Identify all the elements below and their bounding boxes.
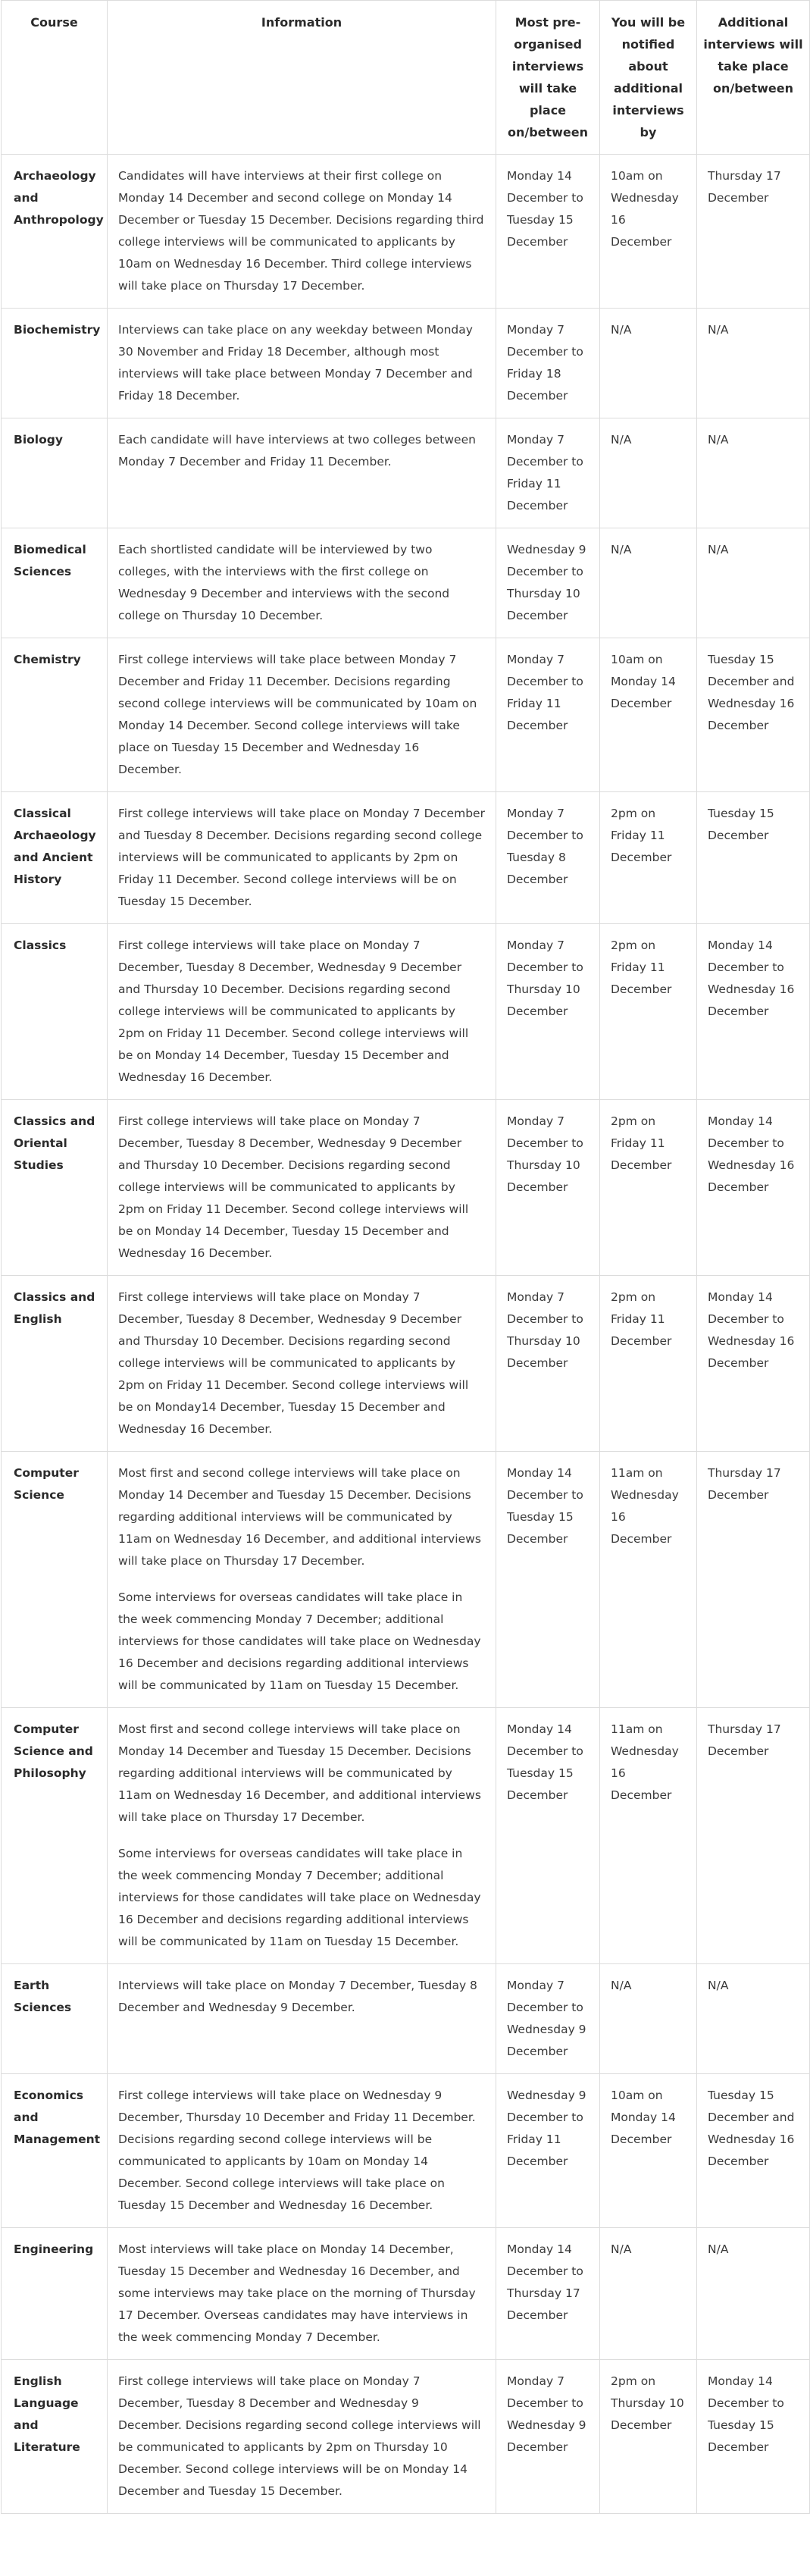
course-name: Classical Archaeology and Ancient History: [2, 792, 108, 924]
course-information: [108, 638, 496, 792]
most-interviews-dates: Monday 7 December to Wednesday 9 December: [496, 1964, 600, 2074]
additional-interviews-dates: N/A: [697, 1964, 810, 2074]
course-name: Economics and Management: [2, 2074, 108, 2228]
additional-interviews-dates: Tuesday 15 December and Wednesday 16 December: [697, 638, 810, 792]
information-paragraph: Most first and second college interviews will take place on Monday 14 December and Tuesday 15 December. Decisions regarding additional interviews will be communicated by 11am on Wednesday 16 December, and additional interviews will take place on Thursday 17 December.: [118, 1466, 481, 1568]
course-information: [108, 155, 496, 309]
course-name: Engineering: [2, 2228, 108, 2360]
most-interviews-dates: Monday 7 December to Friday 18 December: [496, 309, 600, 418]
table-row: [2, 418, 810, 528]
table-row: [2, 1100, 810, 1276]
additional-interviews-dates: N/A: [697, 2228, 810, 2360]
course-information: [108, 2074, 496, 2228]
most-interviews-dates: Monday 7 December to Friday 11 December: [496, 638, 600, 792]
course-information: [108, 1708, 496, 1964]
table-row: [2, 2360, 810, 2514]
notification-deadline: N/A: [600, 418, 697, 528]
information-paragraph: First college interviews will take place on Monday 7 December, Tuesday 8 December, Wednesday 9 December and Thursday 10 December. Decisions regarding second college interviews will be communicated to applicants by 2pm on Friday 11 December. Second college interviews will be on Monday 14 December, Tuesday 15 December and Wednesday 16 December.: [118, 1114, 469, 1260]
most-interviews-dates: Monday 14 December to Thursday 17 December: [496, 2228, 600, 2360]
table-row: [2, 1452, 810, 1708]
additional-interviews-dates: Thursday 17 December: [697, 155, 810, 309]
table-row: [2, 1964, 810, 2074]
notification-deadline: N/A: [600, 2228, 697, 2360]
most-interviews-dates: Monday 7 December to Tuesday 8 December: [496, 792, 600, 924]
information-paragraph: Most interviews will take place on Monday 14 December, Tuesday 15 December and Wednesday 16 December, and some interviews may take place on the morning of Thursday 17 December. Overseas candidates may have interviews in the week commencing Monday 7 December.: [118, 2242, 476, 2344]
course-information: [108, 1452, 496, 1708]
table-row: [2, 528, 810, 638]
table-row: [2, 2074, 810, 2228]
course-name: Classics and English: [2, 1276, 108, 1452]
course-information: [108, 1964, 496, 2074]
table-row: [2, 2228, 810, 2360]
additional-interviews-dates: Monday 14 December to Tuesday 15 December: [697, 2360, 810, 2514]
notification-deadline: 10am on Monday 14 December: [600, 638, 697, 792]
table-row: [2, 155, 810, 309]
information-paragraph: First college interviews will take place on Monday 7 December, Tuesday 8 December and Wednesday 9 December. Decisions regarding second college interviews will be communicated to applicants by 2pm on Thursday 10 December. Second college interviews will be on Monday 14 December and Tuesday 15 December.: [118, 2374, 481, 2498]
notification-deadline: 2pm on Friday 11 December: [600, 924, 697, 1100]
information-paragraph: Some interviews for overseas candidates will take place in the week commencing Monday 7 December; additional interviews for those candidates will take place on Wednesday 16 December and decisions regarding additional interviews will be communicated by 11am on Tuesday 15 December.: [118, 1847, 481, 1948]
course-name: Chemistry: [2, 638, 108, 792]
additional-interviews-dates: Monday 14 December to Wednesday 16 December: [697, 1276, 810, 1452]
additional-interviews-dates: N/A: [697, 418, 810, 528]
additional-interviews-dates: Tuesday 15 December and Wednesday 16 December: [697, 2074, 810, 2228]
most-interviews-dates: Monday 14 December to Tuesday 15 December: [496, 1708, 600, 1964]
notification-deadline: 11am on Wednesday 16 December: [600, 1708, 697, 1964]
additional-interviews-dates: Thursday 17 December: [697, 1452, 810, 1708]
course-name: Computer Science: [2, 1452, 108, 1708]
notification-deadline: N/A: [600, 309, 697, 418]
information-paragraph: Interviews can take place on any weekday between Monday 30 November and Friday 18 December, although most interviews will take place between Monday 7 December and Friday 18 December.: [118, 323, 473, 403]
additional-interviews-dates: Thursday 17 December: [697, 1708, 810, 1964]
notification-deadline: 2pm on Friday 11 December: [600, 792, 697, 924]
course-name: Biomedical Sciences: [2, 528, 108, 638]
table-row: [2, 638, 810, 792]
interview-schedule-table: [1, 0, 810, 2514]
course-name: Archaeology and Anthropology: [2, 155, 108, 309]
table-header: [2, 1, 810, 155]
additional-interviews-dates: Monday 14 December to Wednesday 16 December: [697, 1100, 810, 1276]
header-additional-interviews: Additional interviews will take place on/between: [697, 1, 810, 155]
header-most-interviews: Most pre-organised interviews will take place on/between: [496, 1, 600, 155]
course-name: Biochemistry: [2, 309, 108, 418]
information-paragraph: Interviews will take place on Monday 7 December, Tuesday 8 December and Wednesday 9 December.: [118, 1979, 477, 2014]
table-row: [2, 924, 810, 1100]
course-name: Computer Science and Philosophy: [2, 1708, 108, 1964]
most-interviews-dates: Monday 14 December to Tuesday 15 December: [496, 1452, 600, 1708]
course-information: [108, 1276, 496, 1452]
course-name: Classics and Oriental Studies: [2, 1100, 108, 1276]
information-paragraph: Each shortlisted candidate will be interviewed by two colleges, with the interviews with the first college on Wednesday 9 December and interviews with the second college on Thursday 10 December.: [118, 543, 450, 622]
course-name: Classics: [2, 924, 108, 1100]
table-body: [2, 155, 810, 2514]
information-paragraph: Most first and second college interviews will take place on Monday 14 December and Tuesday 15 December. Decisions regarding additional interviews will be communicated by 11am on Wednesday 16 December, and additional interviews will take place on Thursday 17 December.: [118, 1722, 481, 1824]
table-row: [2, 309, 810, 418]
information-paragraph: Some interviews for overseas candidates will take place in the week commencing Monday 7 December; additional interviews for those candidates will take place on Wednesday 16 December and decisions regarding additional interviews will be communicated by 11am on Tuesday 15 December.: [118, 1590, 481, 1692]
additional-interviews-dates: N/A: [697, 528, 810, 638]
information-paragraph: Each candidate will have interviews at two colleges between Monday 7 December and Friday 11 December.: [118, 433, 476, 469]
information-paragraph: Candidates will have interviews at their first college on Monday 14 December and second college on Monday 14 December or Tuesday 15 December. Decisions regarding third college interviews will be communicated to applicants by 10am on Wednesday 16 December. Third college interviews will take place on Thursday 17 December.: [118, 169, 484, 293]
most-interviews-dates: Monday 7 December to Friday 11 December: [496, 418, 600, 528]
most-interviews-dates: Monday 7 December to Wednesday 9 December: [496, 2360, 600, 2514]
header-row: [2, 1, 810, 155]
course-name: English Language and Literature: [2, 2360, 108, 2514]
course-information: [108, 792, 496, 924]
most-interviews-dates: Monday 7 December to Thursday 10 December: [496, 1276, 600, 1452]
notification-deadline: N/A: [600, 1964, 697, 2074]
information-paragraph: First college interviews will take place on Monday 7 December and Tuesday 8 December. Decisions regarding second college interviews will be communicated to applicants by 2pm on Friday 11 December. Second college interviews will be on Tuesday 15 December.: [118, 807, 485, 908]
course-information: [108, 418, 496, 528]
most-interviews-dates: Monday 7 December to Thursday 10 December: [496, 924, 600, 1100]
header-notified-by: You will be notified about additional interviews by: [600, 1, 697, 155]
course-information: [108, 309, 496, 418]
course-name: Earth Sciences: [2, 1964, 108, 2074]
course-name: Biology: [2, 418, 108, 528]
notification-deadline: 2pm on Friday 11 December: [600, 1276, 697, 1452]
additional-interviews-dates: Monday 14 December to Wednesday 16 December: [697, 924, 810, 1100]
most-interviews-dates: Monday 7 December to Thursday 10 December: [496, 1100, 600, 1276]
header-information: Information: [108, 1, 496, 155]
course-information: [108, 2360, 496, 2514]
information-paragraph: First college interviews will take place on Monday 7 December, Tuesday 8 December, Wednesday 9 December and Thursday 10 December. Decisions regarding second college interviews will be communicated to applicants by 2pm on Friday 11 December. Second college interviews will be on Monday14 December, Tuesday 15 December and Wednesday 16 December.: [118, 1290, 469, 1436]
most-interviews-dates: Wednesday 9 December to Thursday 10 December: [496, 528, 600, 638]
notification-deadline: 2pm on Friday 11 December: [600, 1100, 697, 1276]
notification-deadline: N/A: [600, 528, 697, 638]
course-information: [108, 2228, 496, 2360]
notification-deadline: 2pm on Thursday 10 December: [600, 2360, 697, 2514]
table-row: [2, 1276, 810, 1452]
table-row: [2, 792, 810, 924]
notification-deadline: 10am on Wednesday 16 December: [600, 155, 697, 309]
information-paragraph: First college interviews will take place on Monday 7 December, Tuesday 8 December, Wednesday 9 December and Thursday 10 December. Decisions regarding second college interviews will be communicated to applicants by 2pm on Friday 11 December. Second college interviews will be on Monday 14 December, Tuesday 15 December and Wednesday 16 December.: [118, 939, 469, 1084]
most-interviews-dates: Wednesday 9 December to Friday 11 December: [496, 2074, 600, 2228]
notification-deadline: 10am on Monday 14 December: [600, 2074, 697, 2228]
table-row: [2, 1708, 810, 1964]
additional-interviews-dates: Tuesday 15 December: [697, 792, 810, 924]
most-interviews-dates: Monday 14 December to Tuesday 15 December: [496, 155, 600, 309]
information-paragraph: First college interviews will take place between Monday 7 December and Friday 11 December. Decisions regarding second college interviews will be communicated by 10am on Monday 14 December. Second college interviews will take place on Tuesday 15 December and Wednesday 16 December.: [118, 653, 477, 776]
course-information: [108, 528, 496, 638]
notification-deadline: 11am on Wednesday 16 December: [600, 1452, 697, 1708]
header-course: Course: [2, 1, 108, 155]
information-paragraph: First college interviews will take place on Wednesday 9 December, Thursday 10 December and Friday 11 December. Decisions regarding second college interviews will be communicated to applicants by 10am on Monday 14 December. Second college interviews will take place on Tuesday 15 December and Wednesday 16 December.: [118, 2089, 476, 2212]
additional-interviews-dates: N/A: [697, 309, 810, 418]
course-information: [108, 924, 496, 1100]
course-information: [108, 1100, 496, 1276]
